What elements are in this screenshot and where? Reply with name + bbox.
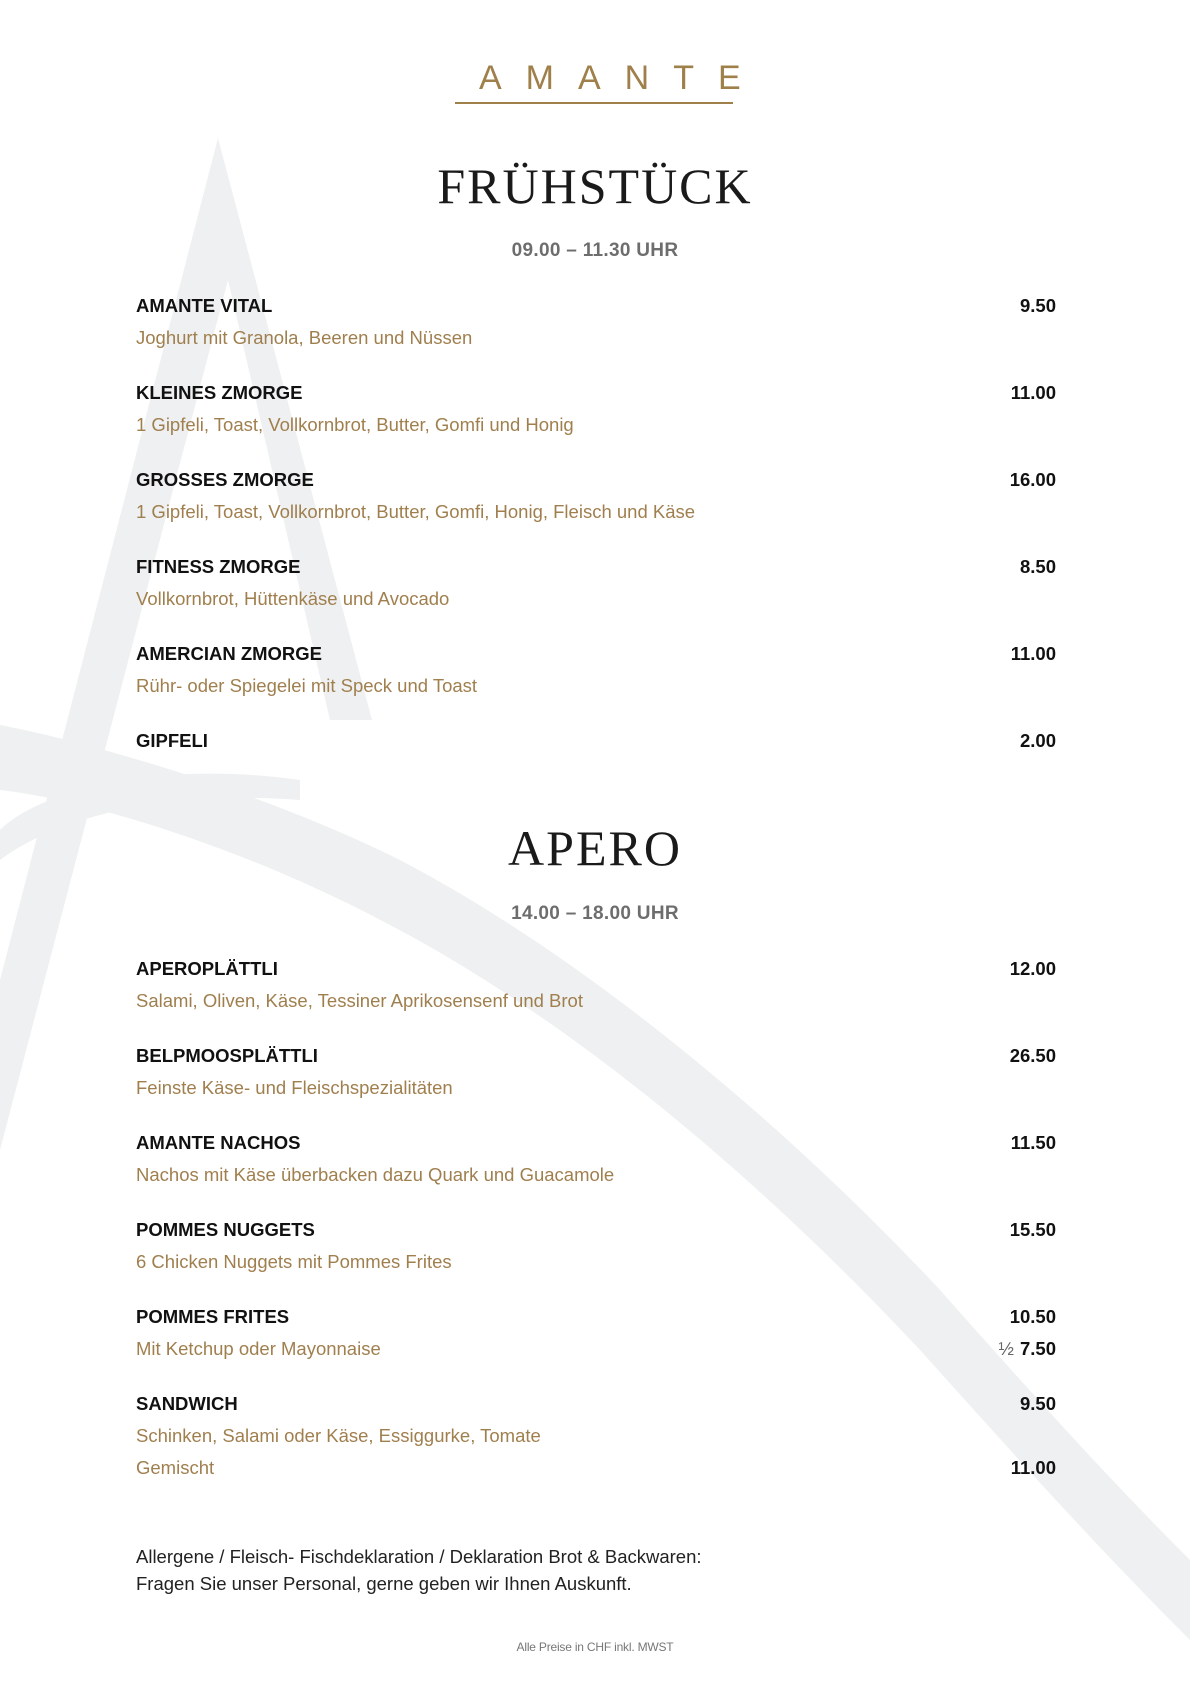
- item-description: Nachos mit Käse überbacken dazu Quark und Guacamole: [136, 1164, 615, 1185]
- item-price: 2.00: [1019, 730, 1056, 751]
- item-description: Mit Ketchup oder Mayonnaise: [136, 1338, 381, 1359]
- item-price: 12.00: [1009, 958, 1056, 979]
- menu-item: [136, 1305, 1056, 1361]
- menu-item: [136, 642, 1056, 698]
- section-title-fruehstueck: FRÜHSTÜCK: [437, 158, 753, 214]
- item-name: SANDWICH: [136, 1393, 238, 1414]
- item-price: 16.00: [1009, 469, 1056, 490]
- allergen-note: [136, 1543, 836, 1597]
- menu-item: [136, 957, 1056, 1013]
- item-price: 26.50: [1009, 1045, 1056, 1066]
- item-description: Feinste Käse- und Fleischspezialitäten: [136, 1077, 453, 1098]
- item-description: Vollkornbrot, Hüttenkäse und Avocado: [136, 588, 450, 609]
- menu-item: [136, 1218, 1056, 1274]
- half-portion-label: ½: [998, 1338, 1014, 1359]
- item-price: 10.50: [1009, 1306, 1056, 1327]
- item-name: AMERCIAN ZMORGE: [136, 643, 323, 664]
- item-name: KLEINES ZMORGE: [136, 382, 303, 403]
- amante-logo: [455, 58, 765, 104]
- item-name: AMANTE NACHOS: [136, 1132, 301, 1153]
- item-price: 11.00: [1010, 643, 1056, 664]
- menu-item: [136, 1044, 1056, 1100]
- section-title-apero: APERO: [508, 820, 682, 876]
- allergen-note-line-2: Fragen Sie unser Personal, gerne geben wir Ihnen Auskunft.: [136, 1573, 632, 1594]
- item-name: BELPMOOSPLÄTTLI: [136, 1045, 318, 1066]
- item-price: 15.50: [1009, 1219, 1056, 1240]
- item-name: APEROPLÄTTLI: [136, 958, 278, 979]
- item-price: 11.00: [1010, 382, 1056, 403]
- menu-item: [136, 1131, 1056, 1187]
- item-name: GIPFELI: [136, 730, 208, 751]
- allergen-note-line-1: Allergene / Fleisch- Fischdeklaration / Deklaration Brot & Backwaren:: [136, 1546, 702, 1567]
- item-variant-description: Gemischt: [136, 1457, 215, 1478]
- logo-underline: [455, 102, 733, 104]
- item-price: 9.50: [1019, 1393, 1056, 1414]
- menu-item: [136, 381, 1056, 437]
- menu-item: [136, 294, 1056, 350]
- item-half-price: [999, 1337, 1056, 1361]
- item-description: 1 Gipfeli, Toast, Vollkornbrot, Butter, Gomfi, Honig, Fleisch und Käse: [136, 501, 696, 522]
- menu-item: [136, 1392, 1056, 1480]
- item-description: Salami, Oliven, Käse, Tessiner Aprikosensenf und Brot: [136, 990, 583, 1011]
- item-variant-price: 11.00: [1010, 1457, 1056, 1478]
- item-name: GROSSES ZMORGE: [136, 469, 314, 490]
- logo-wordmark: AMANTE: [479, 59, 765, 97]
- item-description: Joghurt mit Granola, Beeren und Nüssen: [136, 327, 473, 348]
- item-description: 6 Chicken Nuggets mit Pommes Frites: [136, 1251, 452, 1272]
- menu-item: [136, 555, 1056, 611]
- menu-item: [136, 729, 1056, 753]
- price-disclaimer: Alle Preise in CHF inkl. MWST: [516, 1640, 674, 1654]
- menu-item: [136, 468, 1056, 524]
- item-price: 11.50: [1010, 1132, 1056, 1153]
- item-name: POMMES NUGGETS: [136, 1219, 315, 1240]
- item-price: 9.50: [1019, 295, 1056, 316]
- section-hours-fruehstueck: 09.00 – 11.30 UHR: [511, 240, 679, 261]
- item-price: 8.50: [1019, 556, 1056, 577]
- item-description: Rühr- oder Spiegelei mit Speck und Toast: [136, 675, 478, 696]
- item-name: POMMES FRITES: [136, 1306, 290, 1327]
- item-name: AMANTE VITAL: [136, 295, 273, 316]
- half-portion-price: 7.50: [1019, 1338, 1056, 1359]
- item-description: 1 Gipfeli, Toast, Vollkornbrot, Butter, Gomfi und Honig: [136, 414, 574, 435]
- section-hours-apero: 14.00 – 18.00 UHR: [511, 903, 679, 924]
- item-name: FITNESS ZMORGE: [136, 556, 301, 577]
- item-description: Schinken, Salami oder Käse, Essiggurke, Tomate: [136, 1425, 541, 1446]
